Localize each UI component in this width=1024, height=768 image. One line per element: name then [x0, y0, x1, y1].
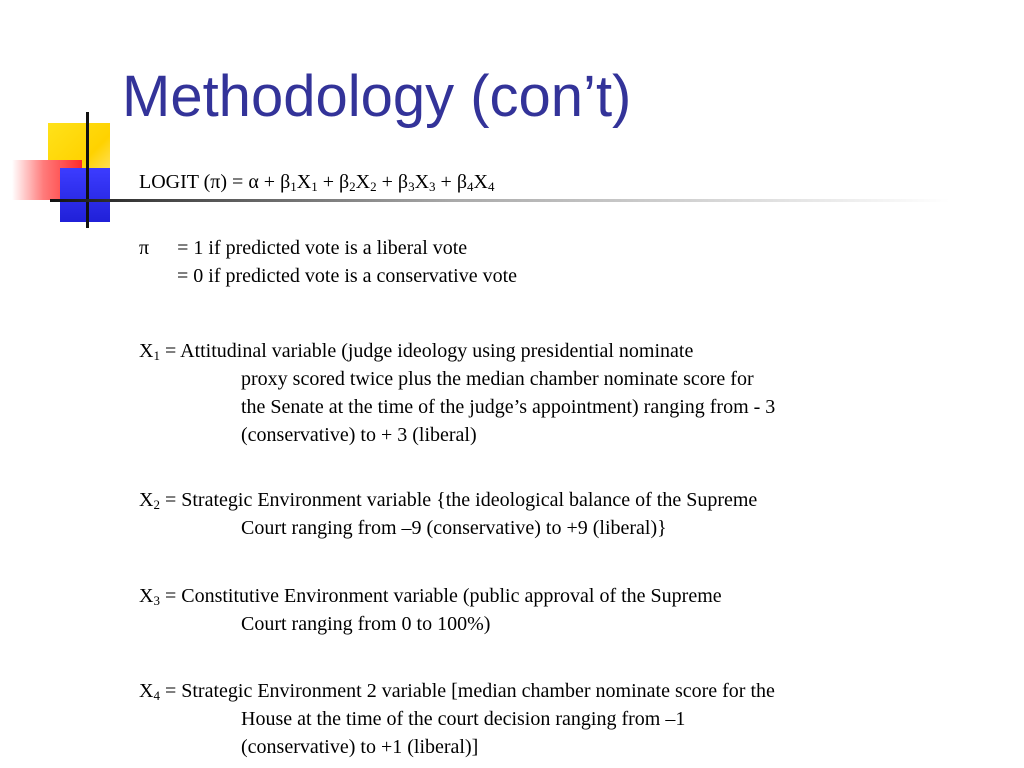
variable-x3: $X_3$ = Constitutive Environment variable (public approval of the Supreme Court ranging from 0 to 100%) [139, 585, 722, 635]
logo-blue-square [60, 168, 110, 222]
pi-line-liberal: π = 1 if predicted vote is a liberal vote [139, 237, 468, 259]
pi-definition [139, 234, 517, 290]
slide-title: Methodology (con’t) [122, 64, 632, 129]
variable-x4: $X_4$ = Strategic Environment 2 variable [median chamber nominate score for the House at the time of the court decision ranging from –1 (conservative) to +1 (liberal)] [139, 680, 775, 758]
variable-x2: $X_2$ = Strategic Environment variable {the ideological balance of the Supreme Court ranging from –9 (conservative) to +9 (liberal)} [139, 489, 758, 539]
logit-formula: LOGIT $(\pi) = \alpha + \beta_1X_1 + \beta_2X_2 + \beta_3X_3 + \beta_4X_4$ [139, 171, 495, 194]
logo-vertical-line [86, 112, 89, 228]
variable-x1: $X_1$ = Attitudinal variable (judge ideology using presidential nominate proxy scored twice plus the median chamber nominate score for the Senate at the time of the judge’s appointment) ranging from - 3 (conservative) to + 3 (liberal) [139, 340, 776, 446]
pi-line-conservative: = 0 if predicted vote is a conservative vote [177, 265, 518, 287]
title-underline [50, 199, 950, 202]
